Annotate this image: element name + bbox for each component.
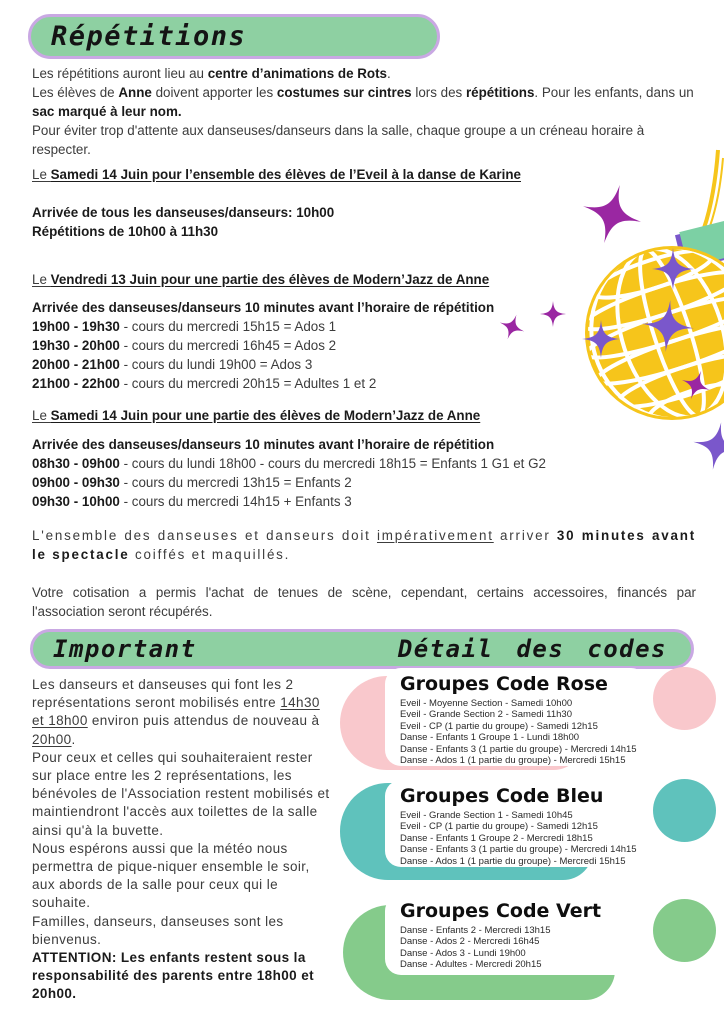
schedule-line bbox=[32, 317, 696, 336]
group-card-rose bbox=[340, 665, 724, 777]
text-segment: Arrivée des danseuses/danseurs 10 minutes avant l’horaire de répétition bbox=[32, 300, 495, 315]
text-segment: Les danseurs et danseuses qui font les 2 représentations seront mobilisés entre bbox=[32, 677, 294, 711]
group-item: Danse - Enfants 1 Groupe 2 - Mercredi 18h15 bbox=[400, 832, 593, 844]
text-segment: 30 minutes avant le spectacle bbox=[32, 528, 696, 562]
schedule-line bbox=[32, 203, 696, 222]
text-segment: sac marqué à leur nom. bbox=[32, 104, 182, 119]
important-paragraph bbox=[32, 949, 332, 1004]
text-segment: Familles, danseurs, danseuses sont les bienvenus. bbox=[32, 913, 284, 947]
text-segment: Pour ceux et celles qui souhaiteraient rester sur place entre les 2 représentations, les bénévoles de l'Association restent mobilisés et maintiendront l'accès aux toilettes de la salle ainsi qu'à la buvette. bbox=[32, 749, 330, 838]
text-segment: Samedi 14 Juin pour l’ensemble des élèves de l’Eveil à la danse de Karine bbox=[50, 167, 521, 182]
group-card bbox=[385, 895, 647, 975]
group-list bbox=[400, 698, 647, 766]
bottom-band-pill bbox=[30, 629, 694, 669]
text-segment: Répétitions de 10h00 à 11h30 bbox=[32, 224, 219, 239]
text-segment: centre d’animations de Rots bbox=[207, 66, 388, 81]
text-segment: Arrivée des danseuses/danseurs 10 minutes avant l’horaire de répétition bbox=[32, 437, 495, 452]
important-paragraph bbox=[32, 749, 332, 840]
text-segment: coiffés et maquillés. bbox=[129, 547, 291, 562]
text-segment: . bbox=[387, 66, 391, 81]
group-item: Danse - Enfants 3 (1 partie du groupe) - Mercredi 14h15 bbox=[400, 743, 637, 755]
text-segment: - cours du mercredi 15h15 = Ados 1 bbox=[119, 319, 337, 334]
text-segment: 09h30 - 10h00 bbox=[32, 494, 120, 509]
text-segment: impérativement bbox=[376, 528, 494, 543]
text-segment: . bbox=[71, 731, 76, 747]
repetitions-title-pill bbox=[28, 14, 440, 59]
text-segment: 08h30 - 09h00 bbox=[32, 456, 120, 471]
group-title: Groupes Code Vert bbox=[400, 900, 602, 922]
intro-line bbox=[32, 83, 696, 121]
page-title: Répétitions bbox=[51, 21, 247, 52]
detail-codes-title: Détail des codes bbox=[397, 635, 667, 663]
text-segment: - cours du mercredi 16h45 = Ados 2 bbox=[119, 338, 337, 353]
schedule-line bbox=[32, 355, 696, 374]
string-line bbox=[704, 150, 718, 228]
intro-line bbox=[32, 121, 696, 159]
text-segment: Vendredi 13 Juin pour une partie des élèves de Modern’Jazz de Anne bbox=[50, 272, 490, 287]
string-line-2 bbox=[710, 158, 723, 226]
schedule-line bbox=[32, 222, 696, 241]
important-paragraph bbox=[32, 676, 332, 749]
text-segment: environ puis attendus de nouveau à bbox=[87, 713, 320, 729]
group-item: Danse - Adultes - Mercredi 20h15 bbox=[400, 959, 542, 971]
group-item: Danse - Enfants 1 Groupe 1 - Lundi 18h00 bbox=[400, 732, 580, 744]
closing-paragraph bbox=[32, 583, 696, 621]
closing-paragraph bbox=[32, 526, 696, 564]
repetitions-section bbox=[32, 64, 696, 621]
decor-circle-vert bbox=[653, 899, 716, 962]
text-segment: Votre cotisation a permis l'achat de tenues de scène, cependant, certains accessoires, financés par l'association seront récupérés. bbox=[32, 585, 696, 619]
text-segment: Le bbox=[32, 167, 51, 182]
group-card-bleu bbox=[340, 778, 724, 886]
text-segment: 20h00 bbox=[32, 731, 72, 747]
group-item: Eveil - Grande Section 2 - Samedi 11h30 bbox=[400, 709, 572, 721]
group-title: Groupes Code Rose bbox=[400, 673, 608, 695]
text-segment: . Pour les enfants, dans un bbox=[534, 85, 694, 100]
schedule-line bbox=[32, 374, 696, 393]
text-segment: Anne bbox=[118, 85, 152, 100]
decor-circle-bleu bbox=[653, 779, 716, 842]
text-segment: - cours du mercredi 20h15 = Adultes 1 et 2 bbox=[119, 376, 377, 391]
text-segment: 09h00 - 09h30 bbox=[32, 475, 120, 490]
text-segment: 21h00 - 22h00 bbox=[32, 376, 120, 391]
text-segment: Le bbox=[32, 272, 51, 287]
group-item: Danse - Ados 1 (1 partie du groupe) - Mercredi 15h15 bbox=[400, 855, 626, 867]
text-segment: Arrivée de tous les danseuses/danseurs: 10h00 bbox=[32, 205, 335, 220]
text-segment: Le bbox=[32, 408, 51, 423]
text-segment: arriver bbox=[493, 528, 557, 543]
text-segment: 19h00 - 19h30 bbox=[32, 319, 120, 334]
group-item: Eveil - CP (1 partie du groupe) - Samedi 12h15 bbox=[400, 720, 598, 732]
group-list bbox=[400, 925, 647, 971]
text-segment: 14h30 et 18h00 bbox=[32, 695, 320, 729]
group-item: Eveil - Moyenne Section - Samedi 10h00 bbox=[400, 698, 573, 709]
text-segment: doivent apporter les bbox=[151, 85, 277, 100]
text-segment: - cours du mercredi 14h15 + Enfants 3 bbox=[119, 494, 352, 509]
intro-line bbox=[32, 64, 696, 83]
text-segment: L'ensemble des danseuses et danseurs doit bbox=[32, 528, 377, 543]
group-card bbox=[385, 668, 647, 766]
text-segment: - cours du mercredi 13h15 = Enfants 2 bbox=[119, 475, 352, 490]
text-segment: 19h30 - 20h00 bbox=[32, 338, 120, 353]
schedule-line bbox=[32, 336, 696, 355]
section-heading-samedi-14 bbox=[32, 406, 696, 425]
section-heading-vendredi-13 bbox=[32, 270, 696, 289]
text-segment: - cours du lundi 18h00 - cours du mercredi 18h15 = Enfants 1 G1 et G2 bbox=[119, 456, 546, 471]
important-column bbox=[32, 676, 332, 1004]
group-item: Danse - Ados 1 (1 partie du groupe) - Mercredi 15h15 bbox=[400, 755, 626, 767]
section-heading-eveil-karine bbox=[32, 165, 696, 184]
decor-circle-rose bbox=[653, 667, 716, 730]
schedule-line bbox=[32, 454, 696, 473]
group-list bbox=[400, 810, 647, 867]
group-item: Eveil - Grande Section 1 - Samedi 10h45 bbox=[400, 810, 573, 821]
text-segment: ATTENTION: Les enfants restent sous la responsabilité des parents entre 18h00 et 20h00. bbox=[32, 950, 315, 1002]
text-segment: Les répétitions auront lieu au bbox=[32, 66, 208, 81]
text-segment: costumes sur cintres bbox=[276, 85, 412, 100]
group-card-vert bbox=[340, 893, 724, 1005]
text-segment: Les élèves de bbox=[32, 85, 119, 100]
group-item: Danse - Ados 3 - Lundi 19h00 bbox=[400, 947, 526, 959]
group-item: Danse - Ados 2 - Mercredi 16h45 bbox=[400, 936, 540, 948]
arrival-note bbox=[32, 298, 696, 317]
text-segment: Pour éviter trop d'attente aux danseuses/danseurs dans la salle, chaque groupe a un créneau horaire à respecter. bbox=[32, 123, 645, 157]
group-title: Groupes Code Bleu bbox=[400, 785, 604, 807]
group-item: Danse - Enfants 2 - Mercredi 13h15 bbox=[400, 925, 551, 936]
schedule-line bbox=[32, 473, 696, 492]
text-segment: 20h00 - 21h00 bbox=[32, 357, 120, 372]
important-paragraph bbox=[32, 840, 332, 913]
important-paragraph bbox=[32, 913, 332, 949]
text-segment: Nous espérons aussi que la météo nous permettra de pique-niquer ensemble le soir, aux abords de la salle pour ceux qui le souhaite. bbox=[32, 840, 310, 911]
arrival-note bbox=[32, 435, 696, 454]
group-card bbox=[385, 780, 647, 867]
text-segment: lors des bbox=[411, 85, 466, 100]
text-segment: répétitions bbox=[465, 85, 535, 100]
important-title: Important bbox=[53, 635, 197, 663]
text-segment: Samedi 14 Juin pour une partie des élèves de Modern’Jazz de Anne bbox=[50, 408, 481, 423]
schedule-line bbox=[32, 492, 696, 511]
text-segment: - cours du lundi 19h00 = Ados 3 bbox=[119, 357, 313, 372]
group-item: Eveil - CP (1 partie du groupe) - Samedi 12h15 bbox=[400, 821, 598, 833]
group-item: Danse - Enfants 3 (1 partie du groupe) - Mercredi 14h15 bbox=[400, 844, 637, 856]
